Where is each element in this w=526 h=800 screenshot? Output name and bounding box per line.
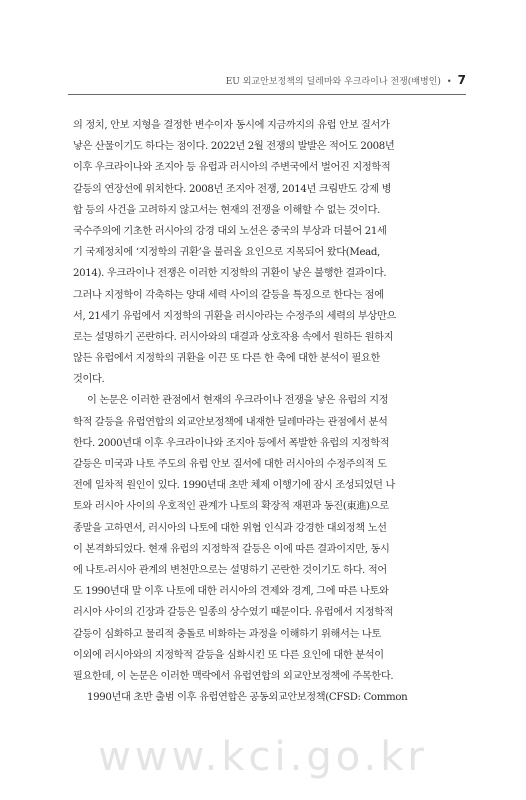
text-line: 한다. 2000년대 이후 우크라이나와 조지아 등에서 폭발한 유럽의 지정학적: [73, 437, 390, 449]
text-line: 전에 일차적 원인이 있다. 1990년대 초반 체제 이행기에 잠시 조성되었던 나: [73, 480, 396, 492]
text-line: 서, 21세기 유럽에서 지정학의 귀환을 러시아라는 수정주의 세력의 부상만으: [73, 310, 396, 322]
paragraph-start-line: 이 논문은 이러한 관점에서 현재의 우크라이나 전쟁을 낳은 유럽의 지정: [87, 395, 389, 407]
paragraph-start-line: 1990년대 초반 출범 이후 유럽연합은 공동외교안보정책(CFSD: Common: [87, 692, 408, 704]
text-line: 이외에 러시아와의 지정학적 갈등을 심화시킨 또 다른 요인에 대한 분석이: [73, 649, 384, 661]
text-line: 갈등이 심화하고 물리적 충돌로 비화하는 과정을 이해하기 위해서는 나토: [73, 628, 381, 640]
text-line: 낳은 산물이기도 하다는 점이다. 2022년 2월 전쟁의 발발은 적어도 2008년: [73, 141, 395, 153]
text-line: 기 국제정치에 ‘지정학의 귀환’을 불러올 요인으로 지목되어 왔다(Mead,: [73, 247, 380, 259]
text-line: 것이다.: [73, 374, 105, 386]
text-line: 갈등의 연장선에 위치한다. 2008년 조지아 전쟁, 2014년 크림반도 강제 병: [73, 183, 392, 195]
text-line: 합 등의 사건을 고려하지 않고서는 현재의 전쟁을 이해할 수 없는 것이다.: [73, 204, 381, 216]
text-line: 2014). 우크라이나 전쟁은 이러한 지정학의 귀환이 낳은 불행한 결과이다.: [73, 268, 387, 280]
page-number: 7: [457, 73, 466, 87]
text-line: 토와 러시아 사이의 우호적인 관계가 나토의 확장적 재편과 동진(東進)으로: [73, 501, 389, 513]
text-line: 갈등은 미국과 나토 주도의 유럽 안보 질서에 대한 러시아의 수정주의적 도: [73, 459, 387, 470]
header-separator: •: [446, 77, 452, 86]
watermark: www.kci.go.kr: [98, 734, 428, 780]
text-line: 러시아 사이의 긴장과 갈등은 일종의 상수였기 때문이다. 유럽에서 지정학적: [73, 607, 394, 619]
body-text: [73, 115, 459, 708]
text-line: 도 1990년대 말 이후 나토에 대한 러시아의 견제와 경계, 그에 따른 나토와: [73, 586, 389, 598]
text-line: 않든 유럽에서 지정학의 귀환을 이끈 또 다른 한 축에 대한 분석이 필요한: [73, 353, 381, 365]
header-rule: [68, 94, 466, 95]
text-line: 그러나 지정학이 각축하는 양대 세력 사이의 갈등을 특징으로 한다는 점에: [73, 289, 384, 301]
running-header: [60, 73, 466, 87]
running-title: EU 외교안보정책의 딜레마와 우크라이나 전쟁(배병인): [225, 77, 441, 87]
text-line: 로는 설명하기 곤란하다. 러시아와의 대결과 상호작용 속에서 원하든 원하지: [73, 331, 394, 343]
text-line: 국수주의에 기초한 러시아의 강경 대외 노선은 중국의 부상과 더불어 21세: [73, 225, 387, 237]
text-line: 에 나토-러시아 관계의 변천만으로는 설명하기 곤란한 것이기도 하다. 적어: [73, 564, 387, 576]
text-line: 학적 갈등을 유럽연합의 외교안보정책에 내재한 딜레마라는 관점에서 분석: [73, 416, 388, 428]
text-line: 이후 우크라이나와 조지아 등 유럽과 러시아의 주변국에서 벌어진 지정학적: [73, 162, 391, 174]
text-line: 종말을 고하면서, 러시아의 나토에 대한 위협 인식과 강경한 대외정책 노선: [73, 522, 387, 534]
text-line: 필요한데, 이 논문은 이러한 맥락에서 유럽연합의 외교안보정책에 주목한다.: [73, 670, 394, 682]
text-line: 의 정치, 안보 지형을 결정한 변수이자 동시에 지금까지의 유럽 안보 질서가: [73, 120, 390, 131]
text-line: 이 본격화되었다. 현재 유럽의 지정학적 갈등은 이에 따른 결과이지만, 동시: [73, 543, 390, 555]
